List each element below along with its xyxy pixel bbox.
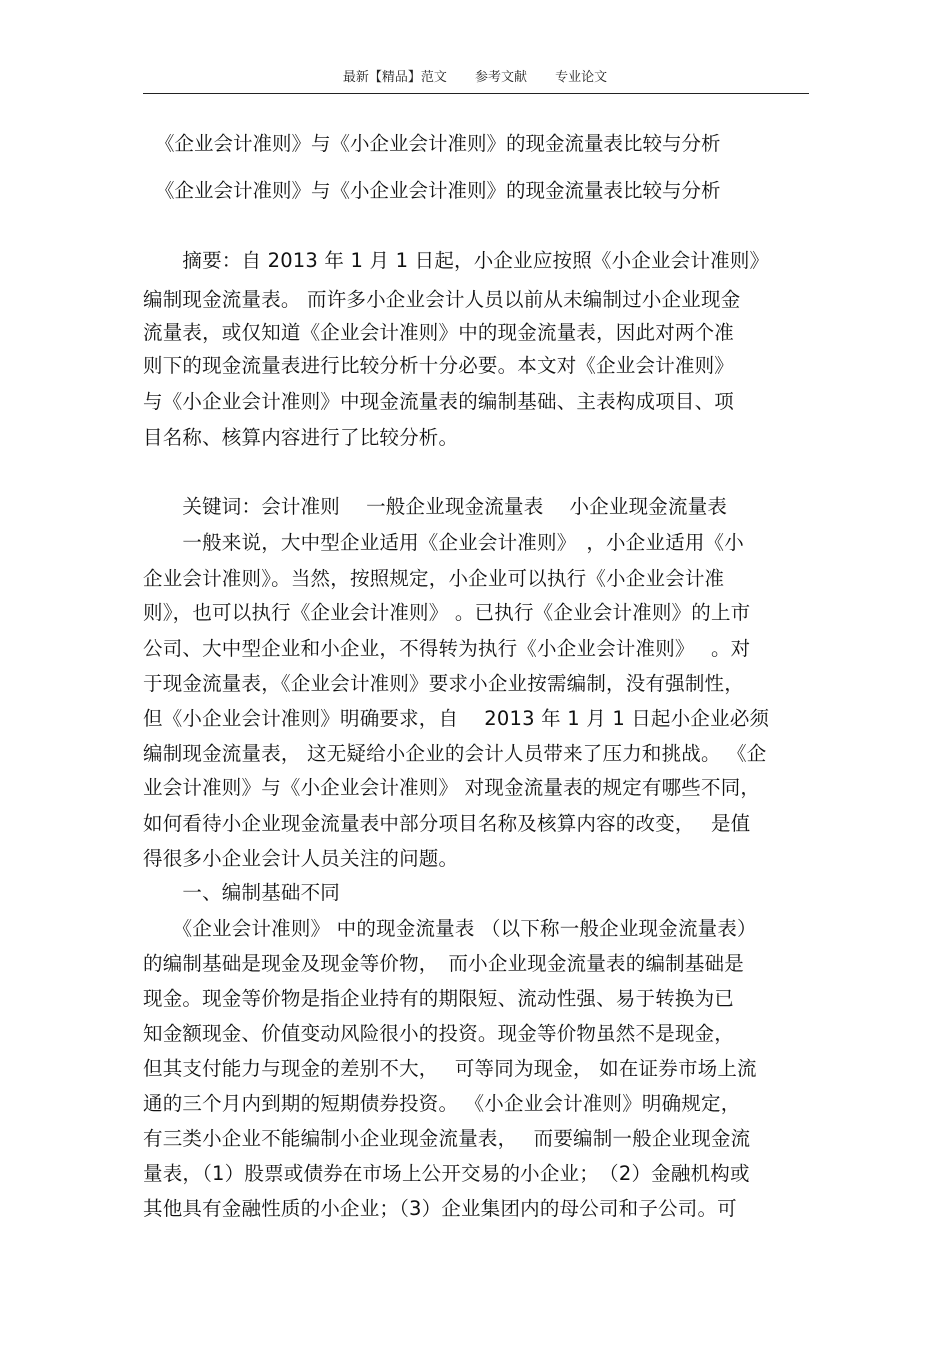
body-line: 企业会计准则》。当然，按照规定，小企业可以执行《小企业会计准 [143,567,725,590]
header-rule [143,93,809,94]
body-line: 公司、大中型企业和小企业，不得转为执行《小企业会计准则》 。对 [143,637,751,660]
document-title-repeat: 《企业会计准则》与《小企业会计准则》的现金流量表比较与分析 [155,179,721,202]
abstract-line: 流量表，或仅知道《企业会计准则》中的现金流量表，因此对两个准 [143,321,735,344]
body-line: 知金额现金、价值变动风险很小的投资。现金等价物虽然不是现金， [143,1022,735,1045]
section-heading: 一、编制基础不同 [143,881,341,904]
header-item-lunwen: 专业论文 [555,70,608,85]
page-header [0,66,950,85]
body-line: 则》，也可以执行《企业会计准则》 。已执行《企业会计准则》的上市 [143,601,751,624]
header-item-fanwen: 最新【精品】范文 [342,70,447,85]
document-title: 《企业会计准则》与《小企业会计准则》的现金流量表比较与分析 [155,132,721,155]
body-line: 但其支付能力与现金的差别不大， 可等同为现金， 如在证券市场上流 [143,1057,757,1080]
body-line: 有三类小企业不能编制小企业现金流量表， 而要编制一般企业现金流 [143,1127,751,1150]
body-line: 但《小企业会计准则》明确要求，自 2013 年 1 月 1 日起小企业必须 [143,707,770,730]
abstract-line: 目名称、核算内容进行了比较分析。 [143,426,459,449]
body-line: 《企业会计准则》 中的现金流量表 （以下称一般企业现金流量表） [143,917,757,940]
body-line: 量表，（1）股票或债券在市场上公开交易的小企业； （2）金融机构或 [143,1162,750,1185]
header-item-cankao: 参考文献 [474,70,527,85]
abstract-line: 编制现金流量表。 而许多小企业会计人员以前从未编制过小企业现金 [143,288,741,311]
body-line: 如何看待小企业现金流量表中部分项目名称及核算内容的改变， 是值 [143,812,751,835]
body-line: 通的三个月内到期的短期债券投资。 《小企业会计准则》明确规定， [143,1092,741,1115]
body-line: 的编制基础是现金及现金等价物， 而小企业现金流量表的编制基础是 [143,952,744,975]
abstract-line: 摘要：自 2013 年 1 月 1 日起，小企业应按照《小企业会计准则》 [143,249,770,272]
abstract-line: 与《小企业会计准则》中现金流量表的编制基础、主表构成项目、项 [143,390,735,413]
body-line: 编制现金流量表， 这无疑给小企业的会计人员带来了压力和挑战。 《企 [143,742,767,765]
keywords-line: 关键词：会计准则 一般企业现金流量表 小企业现金流量表 [143,495,728,518]
body-line: 一般来说，大中型企业适用《企业会计准则》 ，小企业适用《小 [143,531,744,554]
abstract-line: 则下的现金流量表进行比较分析十分必要。本文对《企业会计准则》 [143,354,735,377]
body-line: 于现金流量表，《企业会计准则》要求小企业按需编制，没有强制性， [143,672,744,695]
body-line: 现金。现金等价物是指企业持有的期限短、流动性强、易于转换为已 [143,987,735,1010]
body-line: 业会计准则》与《小企业会计准则》 对现金流量表的规定有哪些不同， [143,776,761,799]
body-line: 其他具有金融性质的小企业；（3）企业集团内的母公司和子公司。可 [143,1197,737,1220]
body-line: 得很多小企业会计人员关注的问题。 [143,847,459,870]
